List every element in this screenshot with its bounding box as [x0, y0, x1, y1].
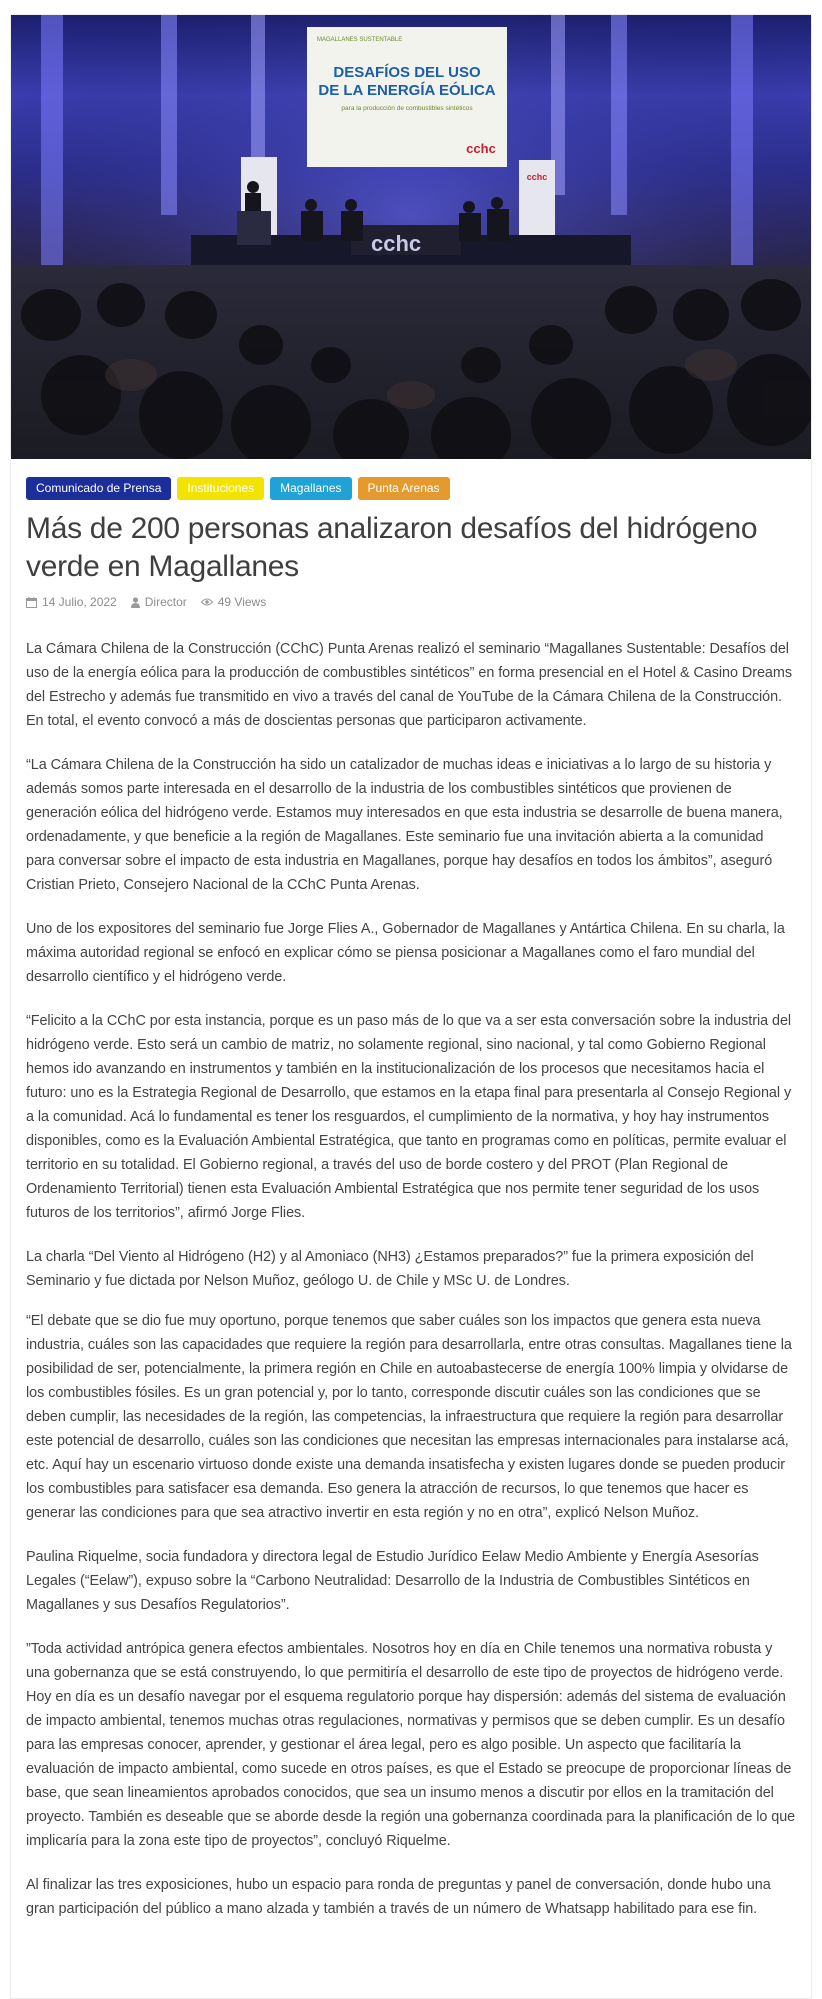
screen-title-line-1: DESAFÍOS DEL USO: [333, 64, 481, 81]
article-content: [26, 477, 796, 1937]
category-tag-comunicado[interactable]: Comunicado de Prensa: [26, 477, 171, 500]
calendar-icon: [26, 597, 37, 608]
meta-author-text: Director: [144, 595, 187, 609]
article-meta: [26, 594, 796, 610]
meta-author[interactable]: [131, 595, 187, 609]
seminar-photo: [11, 15, 811, 459]
user-icon: [131, 597, 140, 608]
paragraph: “La Cámara Chilena de la Construcción ha sido un catalizador de muchas ideas e iniciativas a lo largo de su historia y además somos parte interesada en el desarrollo de la industria de los combustibles sintéticos que provienen de generación eólica del hidrógeno verde. Estamos muy interesados en que esta industria se desarrolle de buena manera, ordenadamente, y que beneficie a la región de Magallanes. Este seminario fue una invitación abierta a la comunidad para conversar sobre el impacto de esta industria en Magallanes, porque hay desafíos en todos los ámbitos”, aseguró Cristian Prieto, Consejero Nacional de la CChC Punta Arenas.: [26, 757, 783, 893]
article-card: [10, 14, 812, 1999]
category-tag-punta-arenas[interactable]: Punta Arenas: [358, 477, 450, 500]
screen-logo: cchc: [466, 141, 496, 156]
meta-views: [201, 595, 266, 609]
paragraph: ”Toda actividad antrópica genera efectos ambientales. Nosotros hoy en día en Chile tenemos una normativa robusta y una gobernanza que se está construyendo, lo que permitiría el desarrollo de este tipo de proyectos de hidrógeno verde. Hoy en día es un desafío navegar por el esquema regulatorio porque hay dispersión: además del sistema de evaluación de impacto ambiental, tenemos muchas otras regulaciones, normativas y permisos que se deben cumplir. Es un desafío para las empresas conocer, aprender, y gestionar el área legal, pero es algo posible. Un aspecto que facilitaría la evaluación de impacto ambiental, como sucede en otros países, es que el Estado se preocupe de proporcionar líneas de base, que sean lineamientos aprobados conocidos, que sea un insumo menos a discutir por ellos en la tramitación del proyecto. También es deseable que se aborde desde la región una gobernanza coordinada para la planificación de lo que implicaría para la zona este tipo de proyectos”, concluyó Riquelme.: [26, 1641, 796, 1849]
screen-subtitle: para la producción de combustibles sintéticos: [341, 105, 473, 112]
article-title: Más de 200 personas analizaron desafíos del hidrógeno verde en Magallanes: [26, 512, 758, 583]
eye-icon: [201, 598, 213, 606]
category-tags: [26, 477, 796, 500]
category-tag-instituciones[interactable]: Instituciones: [177, 477, 264, 500]
screen-title-line-2: DE LA ENERGÍA EÓLICA: [318, 82, 496, 99]
paragraph: La Cámara Chilena de la Construcción (CChC) Punta Arenas realizó el seminario “Magallanes Sustentable: Desafíos del uso de la energía eólica para la producción de combustibles sintéticos” en forma presencial en el Hotel & Casino Dreams del Estrecho y además fue transmitido en vivo a través del canal de YouTube de la Cámara Chilena de la Construcción. En total, el evento convocó a más de doscientas personas que participaron activamente.: [26, 641, 792, 729]
paragraph: Paulina Riquelme, socia fundadora y directora legal de Estudio Jurídico Eelaw Medio Ambiente y Energía Asesorías Legales (“Eelaw”), expuso sobre la “Carbono Neutralidad: Desarrollo de la Industria de Combustibles Sintéticos en Magallanes y sus Desafíos Regulatorios”.: [26, 1549, 759, 1613]
paragraph: “El debate que se dio fue muy oportuno, porque tenemos que saber cuáles son los impactos que genera esta nueva industria, cuáles son las capacidades que requiere la región para desarrollarla, entre otras consultas. Magallanes tiene la posibilidad de ser, potencialmente, la primera región en Chile en autoabastecerse de energía 100% limpia y olvidarse de los combustibles fósiles. Es un gran potencial y, por lo tanto, corresponde discutir cuáles son las condiciones que se deben cumplir, las necesidades de la región, las competencias, la infraestructura que requiere la región para desarrollar este potencial de desarrollo, cuáles son las condiciones que necesitan las empresas internacionales para instalarse acá, etc. Aquí hay un escenario virtuoso donde existe una demanda insatisfecha y existen lugares donde se pueden producir los combustibles para satisfacer esa demanda. Eso genera la atracción de recursos, lo que tenemos que hacer es generar las condiciones para que sea atractivo invertir en esta región y no en otra”, explicó Nelson Muñoz.: [26, 1313, 792, 1521]
hero-image[interactable]: [11, 15, 811, 459]
article-body: [26, 637, 796, 1921]
paragraph: “Felicito a la CChC por esta instancia, porque es un paso más de lo que va a ser esta conversación sobre la industria del hidrógeno verde. Esto será un cambio de matriz, no solamente regional, sino nacional, y tal como Gobierno Regional hemos ido avanzando en instrumentos y también en la institucionalización de los procesos que necesitamos hacia el futuro: uno es la Estrategia Regional de Desarrollo, que estamos en la etapa final para presentarla al Consejo Regional y a la comunidad. Acá lo fundamental es tener los resguardos, el cumplimiento de la normativa, y hoy hay instrumentos disponibles, como es la Evaluación Ambiental Estratégica, que tanto en programas como en políticas, permite evaluar el territorio en su totalidad. El Gobierno regional, a través del uso de borde costero y del PROT (Plan Regional de Ordenamiento Territorial) tienen esta Evaluación Ambiental Estratégica que nos permite tener seguridad de los usos futuros de los territorios”, afirmó Jorge Flies.: [26, 1013, 792, 1221]
stage-logo: cchc: [371, 231, 422, 256]
category-tag-magallanes[interactable]: Magallanes: [270, 477, 351, 500]
podium: [237, 211, 271, 245]
meta-date[interactable]: [26, 595, 117, 609]
banner-logo: cchc: [526, 172, 548, 182]
paragraph: Uno de los expositores del seminario fue Jorge Flies A., Gobernador de Magallanes y Antártica Chilena. En su charla, la máxima autoridad regional se enfocó en explicar cómo se piensa posicionar a Magallanes como el faro mundial del desarrollo científico y el hidrógeno verde.: [26, 921, 785, 985]
screen-top-text: MAGALLANES SUSTENTABLE: [317, 37, 403, 43]
paragraph: La charla “Del Viento al Hidrógeno (H2) y al Amoniaco (NH3) ¿Estamos preparados?” fue la primera exposición del Seminario y fue dictada por Nelson Muñoz, geólogo U. de Chile y MSc U. de Londres.: [26, 1249, 754, 1289]
paragraph: Al finalizar las tres exposiciones, hubo un espacio para ronda de preguntas y panel de conversación, donde hubo una gran participación del público a mano alzada y también a través de un número de Whatsapp habilitado para ese fin.: [26, 1877, 771, 1917]
meta-date-text: 14 Julio, 2022: [42, 595, 117, 609]
meta-views-text: 49 Views: [217, 595, 267, 609]
